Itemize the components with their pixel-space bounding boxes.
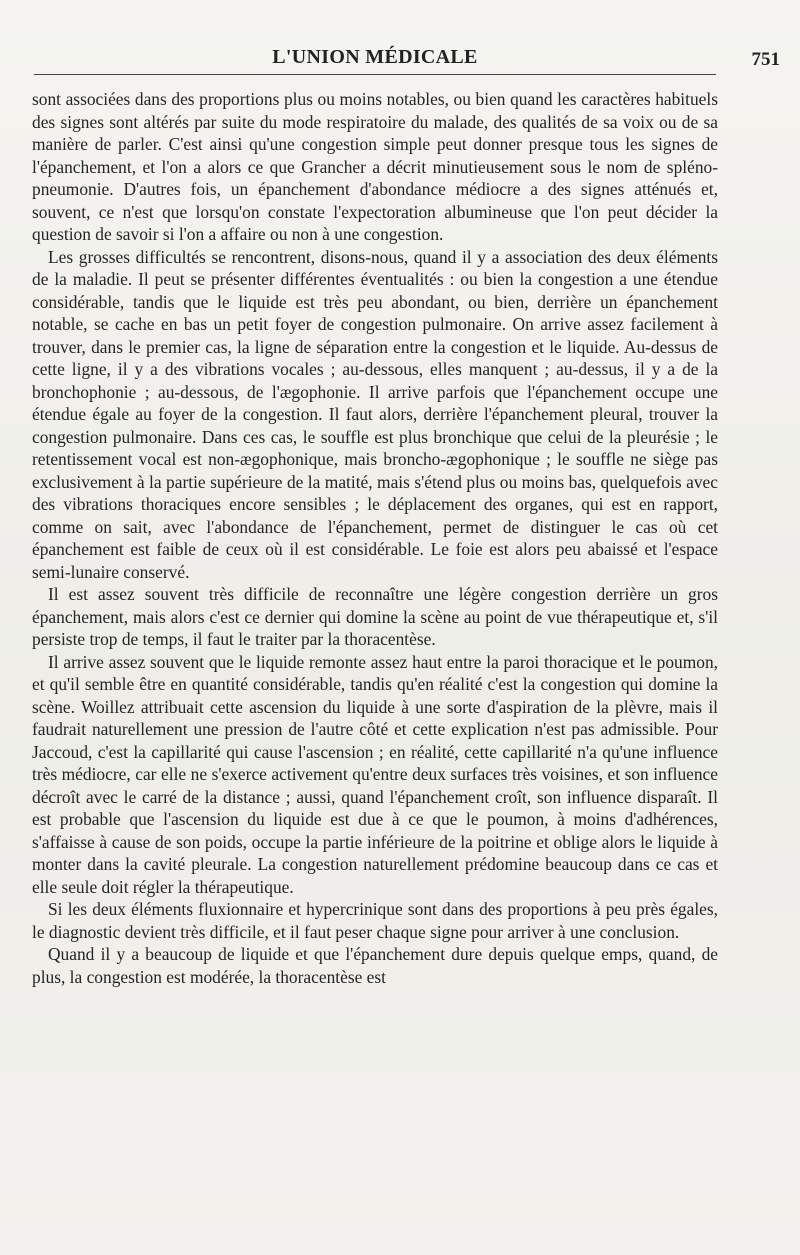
paragraph: Quand il y a beaucoup de liquide et que l'épanchement dure depuis quelque emps, quand, de plus, la congestion est modérée, la thoracentèse est [32,944,718,987]
paragraph: Si les deux éléments fluxionnaire et hypercrinique sont dans des proportions à peu près égales, le diagnostic devient très difficile, et il faut peser chaque signe pour arriver à une conclusion. [32,899,718,942]
paragraph: Les grosses difficultés se rencontrent, disons-nous, quand il y a association des deux éléments de la maladie. Il peut se présenter différentes éventualités : ou bien la congestion a une étendue considérable, tandis que le liquide est très peu abondant, ou bien, derrière un épanchement notable, se cache en bas un petit foyer de congestion pulmonaire. On arrive assez facilement à trouver, dans le premier cas, la ligne de séparation entre la congestion et le liquide. Au-dessus de cette ligne, il y a des vibrations vocales ; au-dessous, elles manquent ; au-dessus, il y a de la bronchophonie ; au-dessous, de l'ægophonie. Il arrive parfois que l'épanchement occupe une étendue égale au foyer de la congestion. Il faut alors, derrière l'épanchement pleural, trouver la congestion pulmonaire. Dans ces cas, le souffle est plus bronchique que celui de la pleurésie ; le retentissement vocal est non-ægophonique, mais broncho-ægophonique ; le souffle ne siège pas exclusivement à la partie supérieure de la matité, mais s'étend plus ou moins bas, quelquefois avec des vibrations thoraciques encore sensibles ; le déplacement des organes, qui est en rapport, comme on sait, avec l'abondance de l'épanchement, permet de distinguer le cas où cet épanchement est faible de ceux où il est considérable. Le foie est alors peu abaissé et l'espace semi-lunaire conservé. [32,246,718,582]
paragraph: sont associées dans des proportions plus ou moins notables, ou bien quand les caractères habituels des signes sont altérés par suite du mode respiratoire du malade, des qualités de sa voix ou de sa manière de parler. C'est ainsi qu'une congestion simple peut donner presque tous les signes de l'épanchement, et l'on a alors ce que Grancher a décrit minutieusement sous le nom de spléno-pneumonie. D'autres fois, un épanchement d'abondance médiocre a des signes atténués et, souvent, ce n'est que lorsqu'on constate l'expectoration albumineuse que l'on peut décider la question de savoir si l'on a affaire ou non à une congestion. [32,89,718,244]
journal-title: L'UNION MÉDICALE [272,46,478,68]
header-rule [34,74,716,75]
article-body [32,88,718,988]
page-number: 751 [751,49,780,70]
paragraph: Il est assez souvent très difficile de reconnaître une légère congestion derrière un gros épanchement, mais alors c'est ce dernier qui domine la scène au point de vue thérapeutique et, s'il persiste trop de temps, il faut le traiter par la thoracentèse. [32,584,718,649]
paragraph: Il arrive assez souvent que le liquide remonte assez haut entre la paroi thoracique et le poumon, et qu'il semble être en quantité considérable, tandis qu'en réalité c'est la congestion qui domine la scène. Woillez attribuait cette ascension du liquide à une sorte d'aspiration de la plèvre, mais il faudrait naturellement une pression de l'autre côté et cette explication n'est pas admissible. Pour Jaccoud, c'est la capillarité qui cause l'ascension ; en réalité, cette capillarité n'a qu'une influence très médiocre, car elle ne s'exerce activement qu'entre deux surfaces très voisines, et son influence décroît avec le carré de la distance ; aussi, quand l'épanchement croît, son influence disparaît. Il est probable que l'ascension du liquide est due à ce que le poumon, à moins d'adhérences, s'affaisse à cause de son poids, occupe la partie inférieure de la poitrine et oblige alors le liquide à monter dans la cavité pleurale. La congestion naturellement prédomine beaucoup dans ce cas et elle seule doit régler la thérapeutique. [32,651,718,897]
